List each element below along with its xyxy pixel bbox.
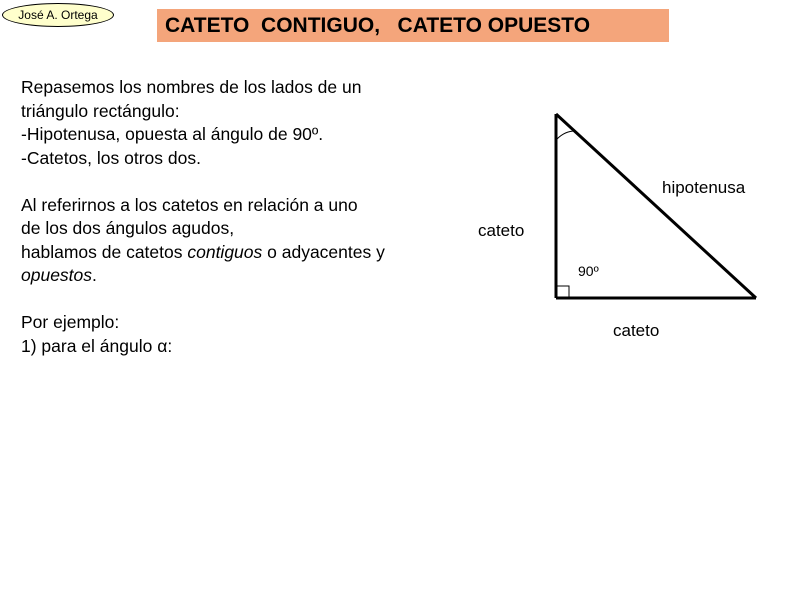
text-line: triángulo rectángulo:: [21, 100, 180, 121]
text-line: Por ejemplo:: [21, 312, 120, 332]
text-line: -Catetos, los otros dos.: [21, 147, 201, 168]
text-run: hablamos de catetos: [21, 241, 188, 262]
text-line: de los dos ángulos agudos,: [21, 218, 235, 238]
page-title: CATETO CONTIGUO, CATETO OPUESTO: [157, 9, 669, 42]
author-badge: José A. Ortega: [2, 3, 114, 27]
text-line: -Hipotenusa, opuesta al ángulo de 90º.: [21, 124, 324, 144]
right-angle-label: 90º: [578, 263, 599, 279]
text-run: .: [92, 265, 97, 285]
emphasis-contiguos: contiguos: [187, 241, 263, 262]
text-line: Repasemos los nombres de los lados de un: [21, 77, 362, 97]
acute-angle-arc: [557, 131, 575, 139]
text-run: o adyacentes y: [262, 241, 385, 262]
text-line: 1) para el ángulo α:: [21, 335, 173, 356]
emphasis-opuestos: opuestos: [21, 265, 93, 285]
text-line: Al referirnos a los catetos en relación a uno: [21, 194, 358, 215]
hypotenuse-label: hipotenusa: [662, 178, 746, 197]
right-angle-mark: [556, 286, 569, 298]
vertical-leg-label: cateto: [478, 221, 525, 240]
horizontal-leg-label: cateto: [613, 321, 660, 340]
